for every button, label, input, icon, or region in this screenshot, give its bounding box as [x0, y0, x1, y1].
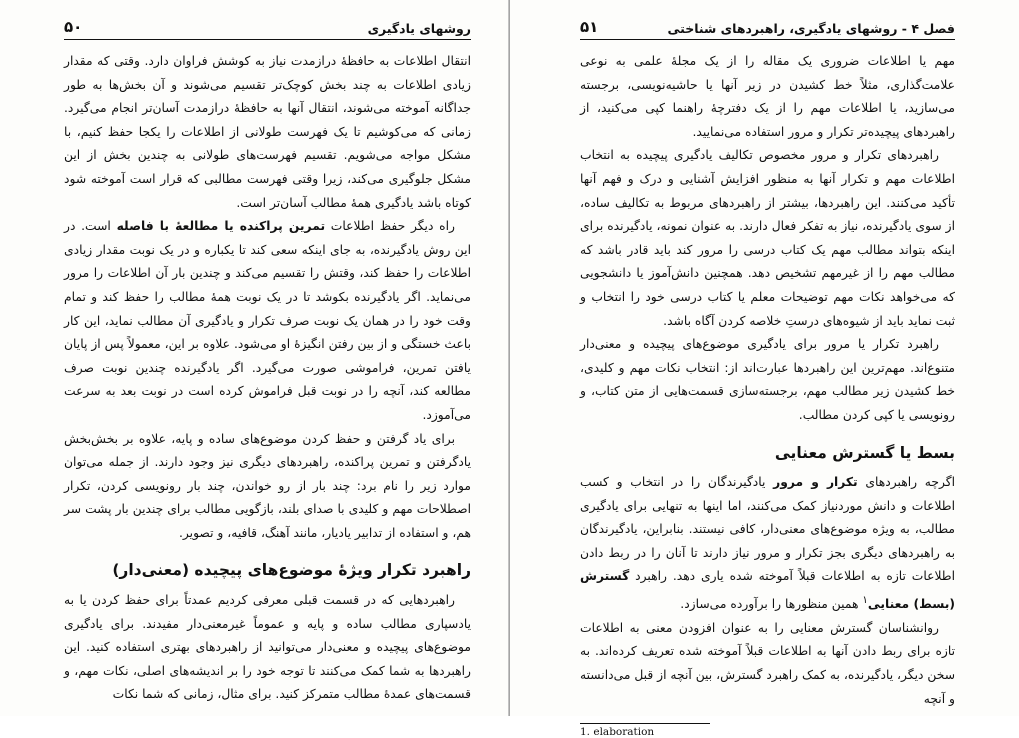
- running-title: روشهای یادگیری: [367, 21, 471, 36]
- page-body: [580, 50, 955, 711]
- page-header: [580, 18, 955, 40]
- paragraph-text: راه دیگر حفظ اطلاعات: [330, 219, 455, 234]
- paragraph: راهبردهای تکرار و مرور مخصوص تکالیف یادگیری پیچیده به انتخاب اطلاعات مهم و تکرار آنها به منظور افزایش آشنایی و درک و فهم آنها تأکید می‌کنند. این راهبردها، بیشتر از راهبردهای مربوط به تکالیف ساده، از سوی یادگیرنده، نیاز به تفکر فعال دارند. به عنوان نمونه، یادگیرنده برای اینکه بتواند مطالب مهم یک کتاب درسی را مرور کند باید قادر باشد که مطالب مهم را از غیرمهم تشخیص دهد. همچنین دانش‌آموز یا دانشجویی که می‌خواهد نکات مهم توضیحات معلم یا کتاب درسی خود را انتخاب و ثبت نماید باید از شیوه‌های درستِ خلاصه کردن آگاه باشد.: [580, 148, 955, 328]
- paragraph-text: یادگیرندگان را در انتخاب و کسب اطلاعات و دانش موردنیاز کمک می‌کنند، اما اینها به تنهایی برای یادگیری مطالب، به ویژه موضوع‌های معنی‌دار، کافی نیستند. بنابراین، یادگیرندگان به راهبردهای دیگری بجز تکرار و مرور نیاز دارند تا آنان را در ربط دادن اطلاعات تازه به اطلاعات قبلاً آموخته شده یاری دهد. راهبرد: [580, 475, 955, 584]
- page-number: ۵۰: [64, 18, 83, 36]
- key-term: تکرار و مرور: [773, 475, 858, 490]
- page-body: [64, 50, 471, 707]
- paragraph: [580, 471, 955, 617]
- running-title: فصل ۴ - روشهای یادگیری، راهبردهای شناختی: [667, 21, 955, 36]
- key-term: گسترش (بسط) معنایی: [580, 569, 955, 612]
- paragraph: برای یاد گرفتن و حفظ کردن موضوع‌های ساده و پایه، علاوه بر بخش‌بخش یادگرفتن و تمرین پراکنده، راهبردهای دیگری نیز وجود دارند. از جمله می‌توان موارد زیر را نام برد: چند بار از رو خواندن، چند بار رونویسی کردن، تکرار اصطلاحات مهم و کلیدی با صدای بلند، بازگویی مطالب برای چندین بار پشت سر هم، و استفاده از تدابیر یادیار، مانند آهنگ، قافیه، و تصویر.: [64, 431, 471, 540]
- footnote-rule: [580, 723, 710, 724]
- paragraph: [64, 215, 471, 427]
- paragraph: مهم یا اطلاعات ضروری یک مقاله را از یک مجلهٔ علمی به نوعی علامت‌گذاری، مثلاً خط کشیدن در زیر آنها یا حاشیه‌نویسی، برجسته می‌سازید، یا اطلاعات مهم را از یک دفترچهٔ راهنما کپی می‌کنید، از راهبردهای پیچیده‌تر تکرار و مرور استفاده می‌نمایید.: [580, 54, 955, 139]
- section-heading: راهبرد تکرار ویژهٔ موضوع‌های پیچیده (معنی‌دار): [112, 561, 471, 580]
- paragraph: روانشناسان گسترش معنایی را به عنوان افزودن معنی به اطلاعات تازه برای ربط دادن آنها به اطلاعات قبلاً آموخته شده تعریف کرده‌اند. به سخن دیگر، یادگیرنده، به کمک راهبرد گسترش، بین آنچه از قبل می‌دانسته و آنچه: [580, 620, 955, 706]
- page-header: [64, 18, 471, 40]
- right-page: [510, 0, 1019, 738]
- key-term: تمرین پراکنده یا مطالعهٔ با فاصله: [116, 219, 326, 234]
- paragraph: انتقال اطلاعات به حافظهٔ درازمدت نیاز به کوشش فراوان دارد. وقتی که مقدار زیادی اطلاعات به چند بخش کوچک‌تر تقسیم می‌شوند و آن بخش‌ها به طور جداگانه آموخته می‌شوند، انتقال آنها به حافظهٔ درازمدت آسان‌تر انجام می‌گیرد. زمانی که می‌کوشیم تا یک فهرست طولانی از اطلاعات را یکجا حفظ کنیم، با مشکل مواجه می‌شویم. تقسیم فهرست‌های طولانی به چندین بخش از این مشکل جلوگیری می‌کند، زیرا وقتی فهرست مطالبی که قرار است آموخته شود کوتاه باشد یادگیری همهٔ مطالب آسان‌تر است.: [64, 54, 471, 210]
- footnote-marker: ۱: [862, 594, 868, 607]
- paragraph: راهبردهایی که در قسمت قبلی معرفی کردیم عمدتاً برای حفظ کردن یا به یادسپاری مطالب ساده و پایه و عموماً غیرمعنی‌دار مفیدند. برای یادگیری موضوع‌های پیچیده و معنی‌دار می‌توانید از راهبردهای بهتری استفاده کنید. این راهبردها به شما کمک می‌کنند تا توجه خود را بر اندیشه‌های اصلی، نکات مهم، و قسمت‌های عمدهٔ مطالب متمرکز کنید. برای مثال، زمانی که شما نکات: [64, 593, 471, 702]
- paragraph-text: است. در این روش یادگیرنده، به جای اینکه سعی کند تا یکباره و در یک نوبت مقدار زیادی اطلاعات را حفظ کند، وقتش را تقسیم می‌کند و چندین بار آن اطلاعات را مرور می‌نماید. اگر یادگیرنده بکوشد تا در یک نوبت همهٔ مطالب را حفظ کند و تمام وقت خود را در همان یک نوبت صرف تکرار و یادگیری آن مطالب نماید، این کار باعث خستگی و از بین رفتن انگیزهٔ او می‌شود. علاوه بر این، معمولاً پس از پایان یافتن تمرین، فراموشی صورت می‌گیرد. اگر یادگیرنده چندین نوبت صرف مطالعه کند، آنچه را در نوبت قبل فراموش کرده است در نوبت بعد به سرعت می‌آموزد.: [64, 219, 471, 422]
- paragraph: راهبرد تکرار یا مرور برای یادگیری موضوع‌های پیچیده و معنی‌دار متنوع‌اند. مهم‌ترین این راهبردها عبارت‌اند از: انتخاب نکات مهم و کلیدی، خط کشیدن زیر مطالب مهم، برجسته‌سازی قسمت‌هایی از متن کتاب، و رونویسی یا کپی کردن مطالب.: [580, 337, 955, 422]
- paragraph-text: اگرچه راهبردهای: [865, 475, 956, 490]
- left-page: [0, 0, 509, 716]
- section-heading: بسط یا گسترش معنایی: [774, 443, 955, 462]
- paragraph-text: همین منظورها را برآورده می‌سازد.: [680, 597, 859, 612]
- page-number: ۵۱: [580, 18, 599, 36]
- footnote: 1. elaboration: [580, 726, 655, 738]
